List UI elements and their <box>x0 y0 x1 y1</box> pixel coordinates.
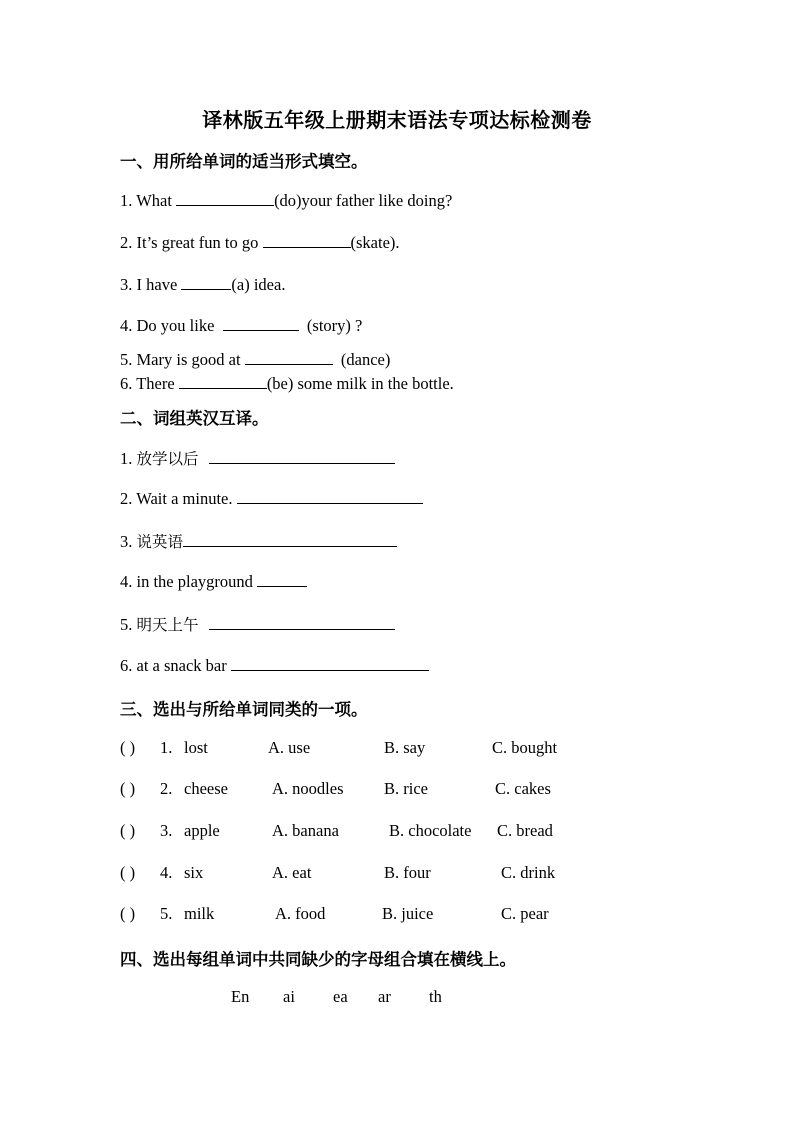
item-text: (skate). <box>350 233 400 252</box>
option-c: C. bought <box>492 738 558 757</box>
option-c: C. bread <box>497 821 553 840</box>
item-text: 放学以后 <box>136 450 199 468</box>
option-b: B. say <box>384 738 426 757</box>
fill-item-3 <box>120 274 285 295</box>
option-b: B. juice <box>382 904 434 923</box>
item-text: (a) idea. <box>231 275 286 294</box>
option-c: C. pear <box>501 904 549 923</box>
given-word: cheese <box>184 779 228 798</box>
given-word: apple <box>184 821 220 840</box>
item-number: 6. <box>120 374 133 393</box>
option-a: A. noodles <box>272 779 344 798</box>
fill-item-2 <box>120 232 400 253</box>
item-text: (story) ? <box>306 316 363 335</box>
translate-item-5 <box>120 613 395 635</box>
item-text: Mary is good at <box>136 350 241 369</box>
item-number: 3. <box>160 821 173 840</box>
item-number: 3. <box>120 532 133 551</box>
item-number: 4. <box>120 572 133 591</box>
section-3-heading: 三、选出与所给单词同类的一项。 <box>120 700 368 719</box>
option-a: A. use <box>268 738 311 757</box>
letter-option: ar <box>378 987 391 1006</box>
option-c: C. cakes <box>495 779 551 798</box>
item-text: Do you like <box>136 316 215 335</box>
item-number: 2. <box>120 233 133 252</box>
item-number: 5. <box>120 350 133 369</box>
item-text: 说英语 <box>136 533 184 551</box>
section-1-heading: 一、用所给单词的适当形式填空。 <box>120 152 368 171</box>
given-word: milk <box>184 904 215 923</box>
item-text: 明天上午 <box>136 616 199 634</box>
page-title: 译林版五年级上册期末语法专项达标检测卷 <box>202 108 592 132</box>
answer-blank[interactable] <box>209 614 395 630</box>
item-text: (dance) <box>340 350 391 369</box>
answer-blank[interactable] <box>223 315 299 331</box>
item-number: 6. <box>120 656 133 675</box>
answer-blank[interactable] <box>231 655 429 671</box>
translate-item-6 <box>120 655 429 676</box>
item-text: at a snack bar <box>136 656 227 675</box>
answer-paren[interactable]: ( ) <box>120 738 136 757</box>
item-number: 1. <box>120 449 133 468</box>
answer-paren[interactable]: ( ) <box>120 863 136 882</box>
answer-blank[interactable] <box>257 571 307 587</box>
letter-option: ea <box>333 987 348 1006</box>
item-text: Wait a minute. <box>136 489 233 508</box>
option-b: B. rice <box>384 779 428 798</box>
item-number: 3. <box>120 275 133 294</box>
fill-item-1 <box>120 190 452 211</box>
item-number: 1. <box>120 191 133 210</box>
letter-option: th <box>429 987 442 1006</box>
translate-item-4 <box>120 571 307 592</box>
item-text: (do)your father like doing? <box>274 191 453 210</box>
item-number: 2. <box>120 489 133 508</box>
translate-item-1 <box>120 447 395 469</box>
item-number: 4. <box>120 316 133 335</box>
option-a: A. eat <box>272 863 312 882</box>
section-4-heading: 四、选出每组单词中共同缺少的字母组合填在横线上。 <box>120 950 516 969</box>
fill-item-4 <box>120 315 362 336</box>
item-number: 4. <box>160 863 173 882</box>
translate-item-2 <box>120 488 423 509</box>
item-number: 1. <box>160 738 173 757</box>
item-number: 5. <box>120 615 133 634</box>
item-text: I have <box>136 275 178 294</box>
answer-blank[interactable] <box>209 448 395 464</box>
answer-blank[interactable] <box>176 190 274 206</box>
option-b: B. four <box>384 863 431 882</box>
item-text: What <box>136 191 172 210</box>
option-a: A. banana <box>272 821 339 840</box>
answer-paren[interactable]: ( ) <box>120 821 136 840</box>
item-text: It’s great fun to go <box>136 233 259 252</box>
item-text: (be) some milk in the bottle. <box>266 374 454 393</box>
answer-blank[interactable] <box>263 232 351 248</box>
letter-option: ai <box>283 987 295 1006</box>
letter-option: En <box>231 987 250 1006</box>
option-c: C. drink <box>501 863 556 882</box>
answer-blank[interactable] <box>181 274 231 290</box>
answer-blank[interactable] <box>245 349 333 365</box>
given-word: six <box>184 863 204 882</box>
option-b: B. chocolate <box>389 821 472 840</box>
answer-blank[interactable] <box>237 488 423 504</box>
translate-item-3 <box>120 530 397 552</box>
item-number: 2. <box>160 779 173 798</box>
item-number: 5. <box>160 904 173 923</box>
given-word: lost <box>184 738 208 757</box>
fill-item-5 <box>120 349 390 370</box>
section-2-heading: 二、词组英汉互译。 <box>120 409 269 428</box>
answer-paren[interactable]: ( ) <box>120 779 136 798</box>
item-text: in the playground <box>136 572 253 591</box>
item-text: There <box>136 374 175 393</box>
fill-item-6 <box>120 373 454 394</box>
answer-blank[interactable] <box>179 373 267 389</box>
answer-blank[interactable] <box>183 531 397 547</box>
answer-paren[interactable]: ( ) <box>120 904 136 923</box>
option-a: A. food <box>275 904 326 923</box>
